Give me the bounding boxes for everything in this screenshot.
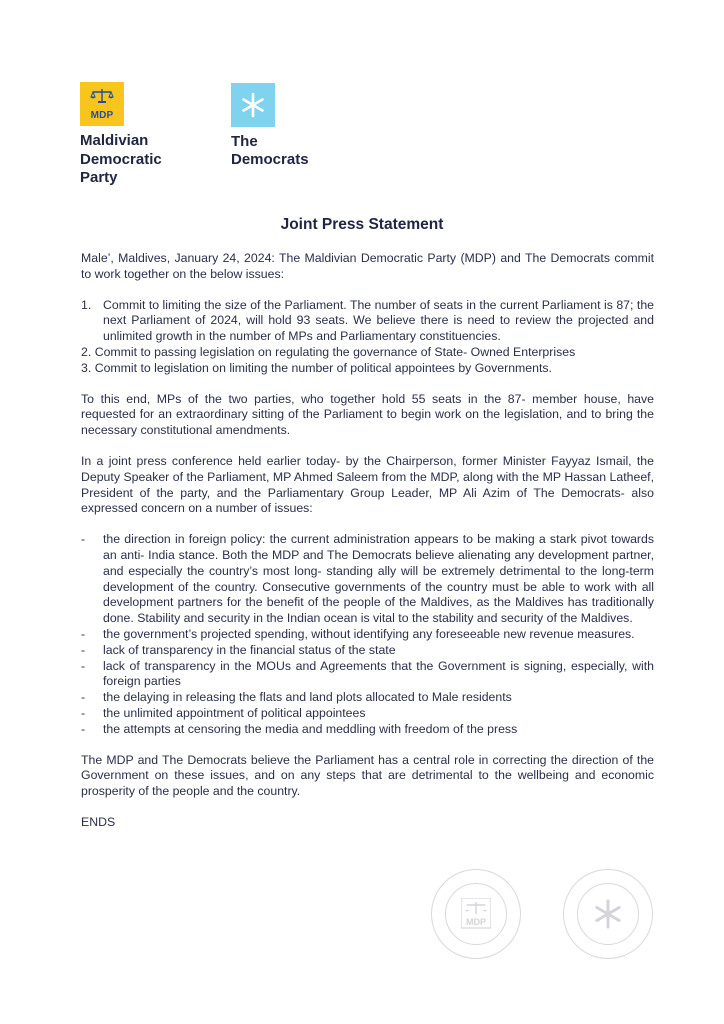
list-item bbox=[81, 298, 654, 345]
list-item bbox=[81, 706, 654, 722]
list-dash: - bbox=[81, 642, 86, 657]
mdp-logo-name: Maldivian Democratic Party bbox=[80, 132, 162, 186]
list-item-text: the government’s projected spending, without identifying any foreseeable new revenue measures. bbox=[103, 626, 635, 641]
list-item bbox=[81, 361, 654, 377]
list-item-text: lack of transparency in the financial status of the state bbox=[103, 642, 396, 657]
svg-text:MDP: MDP bbox=[466, 917, 486, 927]
list-dash: - bbox=[81, 721, 86, 736]
democrats-logo-mark bbox=[231, 83, 275, 127]
statement-body bbox=[81, 251, 654, 831]
paragraph-extraordinary-sitting: To this end, MPs of the two parties, who together hold 55 seats in the 87- member house, have requested for an extraordinary sitting of the Parliament to begin work on the legislation, and to bring the necessary constitutional amendments. bbox=[81, 391, 654, 438]
mdp-logo-abbr: MDP bbox=[90, 110, 114, 121]
list-item-text: the delaying in releasing the flats and land plots allocated to Male residents bbox=[103, 690, 512, 705]
list-item bbox=[81, 722, 654, 738]
mdp-seal-mark bbox=[461, 898, 491, 930]
list-dash: - bbox=[81, 532, 86, 547]
list-item-text: Commit to passing legislation on regulating the governance of State- Owned Enterprises bbox=[94, 344, 576, 359]
list-item-number: 1. bbox=[81, 297, 92, 312]
paragraph-press-conference: In a joint press conference held earlier today- by the Chairperson, former Minister Fayyaz Ismail, the Deputy Speaker of the Parliament, MP Ahmed Saleem from the MDP, along with the MP Hassan Latheef, President of the party, and the Parliamentary Group Leader, MP Ali Azim of The Democrats- also expressed concern on a number of issues: bbox=[81, 453, 654, 516]
democrats-seal bbox=[563, 869, 653, 959]
list-dash: - bbox=[81, 626, 86, 641]
list-item-text: lack of transparency in the MOUs and Agreements that the Government is signing, especially, with foreign parties bbox=[103, 658, 654, 689]
democrats-logo bbox=[231, 83, 341, 169]
ends-marker: ENDS bbox=[81, 814, 116, 829]
list-dash: - bbox=[81, 690, 86, 705]
mdp-logo-mark bbox=[80, 82, 124, 126]
list-item bbox=[81, 532, 654, 627]
democrats-logo-name: The Democrats bbox=[231, 133, 309, 168]
list-item bbox=[81, 643, 654, 659]
page-title: Joint Press Statement bbox=[280, 216, 444, 233]
intro-paragraph: Male’, Maldives, January 24, 2024: The Maldivian Democratic Party (MDP) and The Democrats commit to work together on the below issues: bbox=[81, 251, 654, 281]
list-item-text: the attempts at censoring the media and meddling with freedom of the press bbox=[103, 721, 518, 736]
issues-list bbox=[81, 298, 654, 377]
mdp-logo bbox=[80, 82, 180, 188]
mdp-seal bbox=[431, 869, 521, 959]
list-item-number: 3. bbox=[81, 360, 92, 375]
list-item bbox=[81, 345, 654, 361]
scales-icon bbox=[90, 88, 114, 104]
concerns-list bbox=[81, 532, 654, 737]
list-item-number: 2. bbox=[81, 344, 92, 359]
asterisk-icon bbox=[240, 92, 266, 118]
list-item-text: the direction in foreign policy: the current administration appears to be making a stark pivot towards an anti- India stance. Both the MDP and The Democrats believe alienating any development partner, and especially the country’s most long- standing ally will be extremely detrimental to the long-term development of the country. Consecutive governments of the country must be able to work with all development partners for the benefit of the people of the Maldives, as the Maldives has traditionally done. Stability and security in the Indian ocean is vital to the stability and security of the Maldives. bbox=[103, 532, 654, 626]
list-item-text: Commit to limiting the size of the Parliament. The number of seats in the current Parliament is 87; the next Parliament of 2024, will hold 93 seats. We believe there is need to review the projected and unlimited growth in the number of MPs and Parliamentary constituencies. bbox=[103, 297, 654, 344]
closing-paragraph: The MDP and The Democrats believe the Parliament has a central role in correcting the direction of the Government on these issues, and on any steps that are detrimental to the wellbeing and economic prosperity of the people and the country. bbox=[81, 752, 654, 799]
list-item-text: Commit to legislation on limiting the number of political appointees by Governments. bbox=[94, 360, 552, 375]
list-item bbox=[81, 659, 654, 691]
list-item bbox=[81, 627, 654, 643]
list-dash: - bbox=[81, 658, 86, 673]
asterisk-icon bbox=[592, 898, 624, 930]
list-item bbox=[81, 690, 654, 706]
list-item-text: the unlimited appointment of political appointees bbox=[103, 705, 366, 720]
list-dash: - bbox=[81, 705, 86, 720]
